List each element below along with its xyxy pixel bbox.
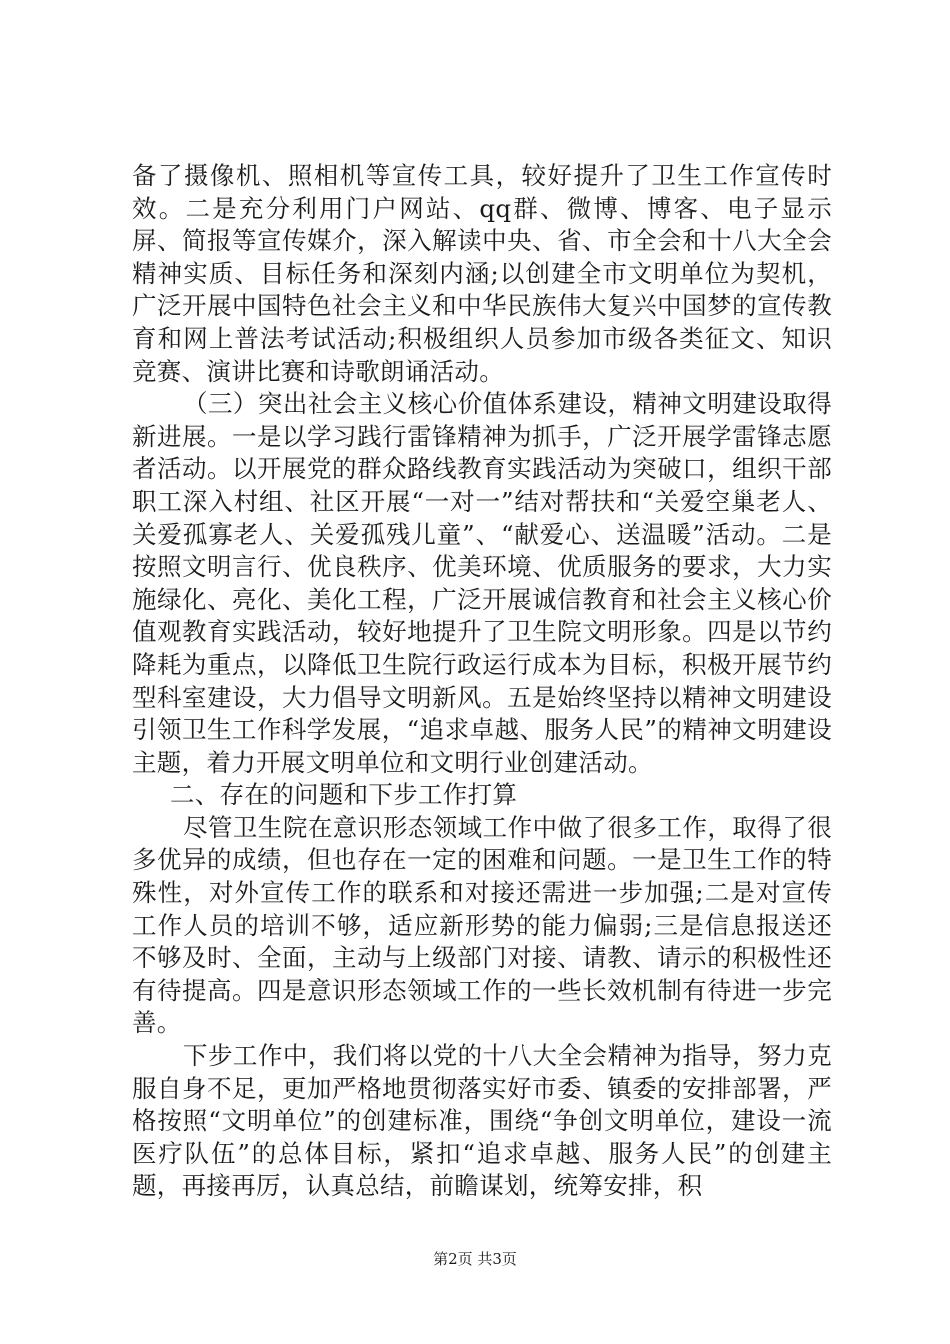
paragraph-problems: 尽管卫生院在意识形态领域工作中做了很多工作，取得了很多优异的成绩，但也存在一定的困难和问题。一是卫生工作的特殊性，对外宣传工作的联系和对接还需进一步加强;二是对宣传工作人员的培训不够，适应新形势的能力偏弱;三是信息报送还不够及时、全面，主动与上级部门对接、请教、请示的积极性还有待提高。四是意识形态领域工作的一些长效机制有待进一步完善。 — [132, 812, 832, 1038]
section-heading-problems: 二、存在的问题和下步工作打算 — [170, 780, 518, 810]
paragraph-spiritual-civilization: （三）突出社会主义核心价值体系建设，精神文明建设取得新进展。一是以学习践行雷锋精神为抓手，广泛开展学雷锋志愿者活动。以开展党的群众路线教育实践活动为突破口，组织干部职工深入村组、社区开展“一对一”结对帮扶和“关爱空巢老人、关爱孤寡老人、关爱孤残儿童”、“献爱心、送温暖”活动。二是按照文明言行、优良秩序、优美环境、优质服务的要求，大力实施绿化、亮化、美化工程，广泛开展诚信教育和社会主义核心价值观教育实践活动，较好地提升了卫生院文明形象。四是以节约降耗为重点，以降低卫生院行政运行成本为目标，积极开展节约型科室建设，大力倡导文明新风。五是始终坚持以精神文明建设引领卫生工作科学发展，“追求卓越、服务人民”的精神文明建设主题，着力开展文明单位和文明行业创建活动。 — [132, 389, 832, 777]
paragraph-next-steps: 下步工作中，我们将以党的十八大全会精神为指导，努力克服自身不足，更加严格地贯彻落实好市委、镇委的安排部署，严格按照“文明单位”的创建标准，围绕“争创文明单位，建设一流医疗队伍”的总体目标，紧扣“追求卓越、服务人民”的创建主题，再接再厉，认真总结，前瞻谋划，统筹安排，积 — [132, 1041, 832, 1201]
document-body — [132, 160, 832, 1203]
page-number-footer: 第2页 共3页 — [433, 1250, 517, 1268]
paragraph-publicity-tools: 备了摄像机、照相机等宣传工具，较好提升了卫生工作宣传时效。二是充分利用门户网站、qq群、微博、博客、电子显示屏、简报等宣传媒介，深入解读中央、省、市全会和十八大全会精神实质、目标任务和深刻内涵;以创建全市文明单位为契机，广泛开展中国特色社会主义和中华民族伟大复兴中国梦的宣传教育和网上普法考试活动;积极组织人员参加市级各类征文、知识竞赛、演讲比赛和诗歌朗诵活动。 — [132, 161, 832, 386]
